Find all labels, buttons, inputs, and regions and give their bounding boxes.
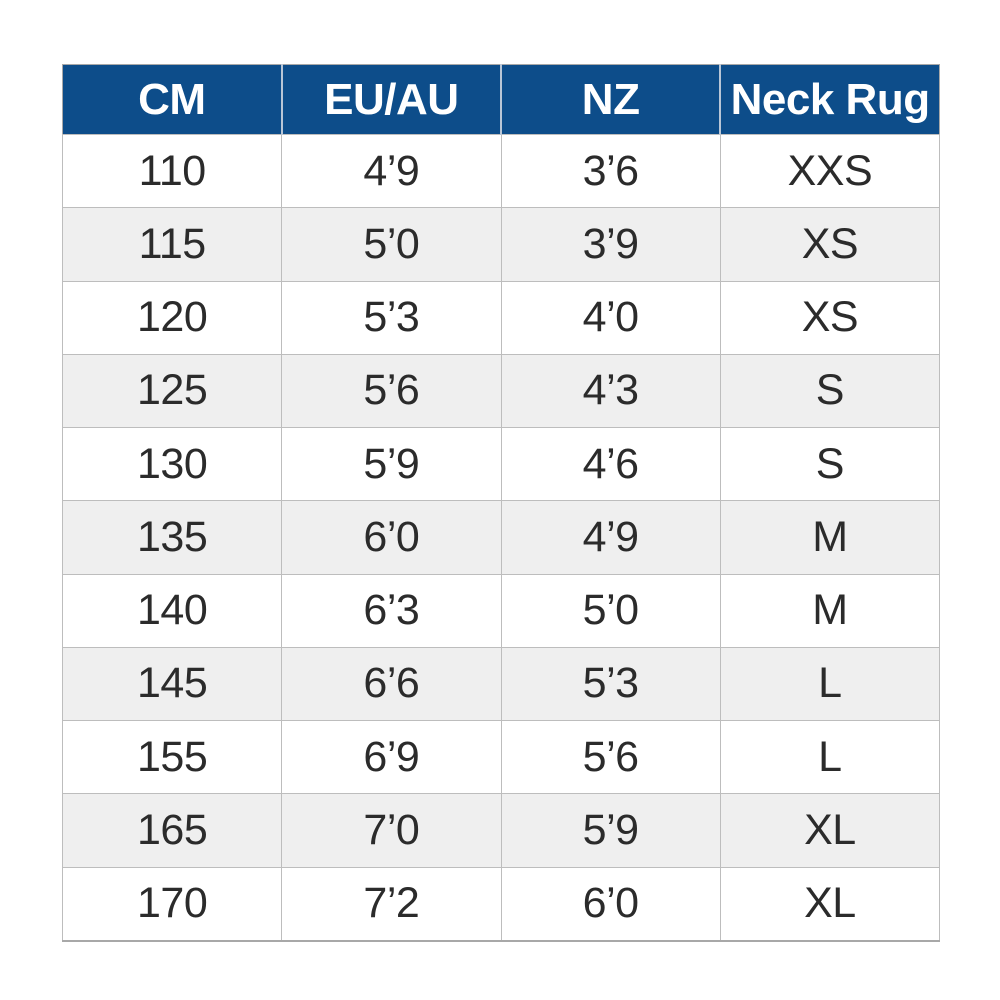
table-cell: 4’9 (282, 135, 501, 208)
table-cell: 4’3 (501, 354, 720, 427)
table-cell: 6’6 (282, 647, 501, 720)
table-cell: 5’3 (501, 647, 720, 720)
table-cell: XL (720, 867, 939, 941)
table-cell: 125 (63, 354, 282, 427)
table-cell: XL (720, 794, 939, 867)
table-cell: XS (720, 208, 939, 281)
table-cell: 7’0 (282, 794, 501, 867)
table-row (63, 647, 940, 720)
table-cell: 165 (63, 794, 282, 867)
table-cell: 110 (63, 135, 282, 208)
table-cell: M (720, 574, 939, 647)
table-cell: 6’3 (282, 574, 501, 647)
table-row (63, 208, 940, 281)
table-cell: L (720, 647, 939, 720)
table-row (63, 721, 940, 794)
table-cell: S (720, 428, 939, 501)
table-cell: 6’0 (282, 501, 501, 574)
table-cell: M (720, 501, 939, 574)
table-cell: 4’9 (501, 501, 720, 574)
table-cell: 4’6 (501, 428, 720, 501)
table-cell: L (720, 721, 939, 794)
table-cell: 140 (63, 574, 282, 647)
table-row (63, 428, 940, 501)
table-row (63, 501, 940, 574)
table-row (63, 574, 940, 647)
header-row (63, 65, 940, 135)
table-row (63, 794, 940, 867)
table-cell: 120 (63, 281, 282, 354)
column-header: Neck Rug (720, 65, 939, 135)
table-cell: 145 (63, 647, 282, 720)
table-cell: 3’6 (501, 135, 720, 208)
table-cell: 6’9 (282, 721, 501, 794)
table-cell: 7’2 (282, 867, 501, 941)
table-cell: 5’0 (282, 208, 501, 281)
table-row (63, 281, 940, 354)
table-cell: 3’9 (501, 208, 720, 281)
column-header: EU/AU (282, 65, 501, 135)
table-cell: 130 (63, 428, 282, 501)
table-cell: XS (720, 281, 939, 354)
table-cell: 5’6 (282, 354, 501, 427)
table-cell: 5’3 (282, 281, 501, 354)
table-cell: 6’0 (501, 867, 720, 941)
table-cell: 4’0 (501, 281, 720, 354)
table-cell: 170 (63, 867, 282, 941)
table-cell: 155 (63, 721, 282, 794)
table-cell: XXS (720, 135, 939, 208)
table-cell: 115 (63, 208, 282, 281)
column-header: NZ (501, 65, 720, 135)
table-cell: S (720, 354, 939, 427)
size-conversion-table-container (62, 64, 940, 942)
column-header: CM (63, 65, 282, 135)
table-row (63, 135, 940, 208)
size-conversion-table (62, 64, 940, 942)
table-row (63, 354, 940, 427)
table-cell: 5’9 (501, 794, 720, 867)
table-row (63, 867, 940, 941)
table-cell: 5’6 (501, 721, 720, 794)
table-cell: 5’9 (282, 428, 501, 501)
table-header (63, 65, 940, 135)
table-body (63, 135, 940, 942)
table-cell: 5’0 (501, 574, 720, 647)
table-cell: 135 (63, 501, 282, 574)
